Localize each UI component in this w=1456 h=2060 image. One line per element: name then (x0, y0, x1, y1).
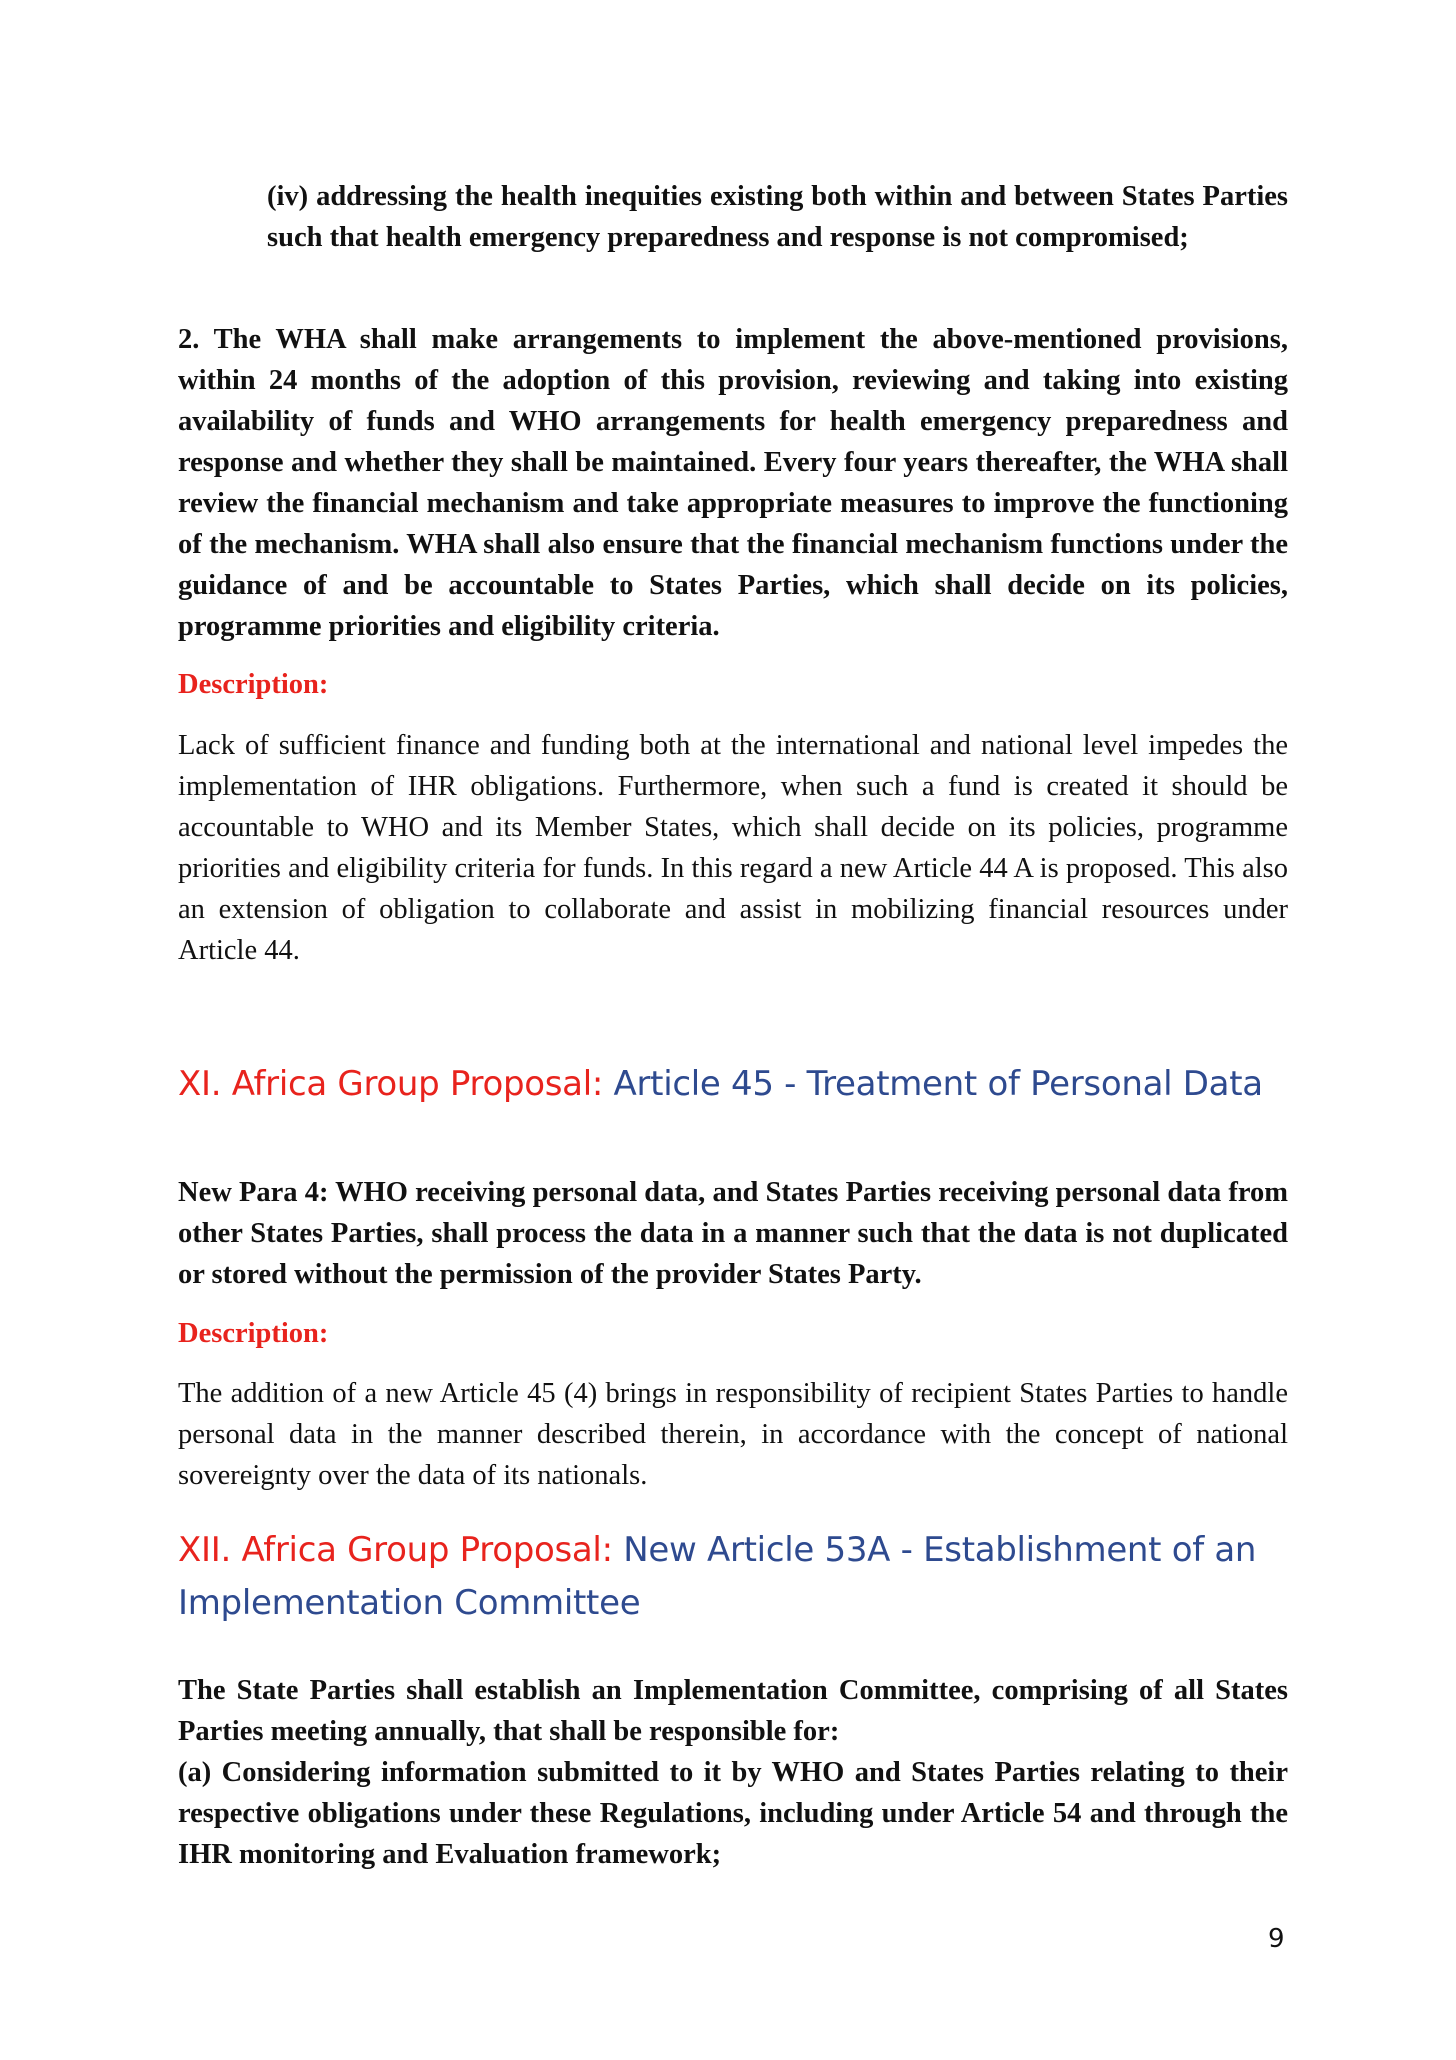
item-iv-paragraph: (iv) addressing the health inequities existing both within and between States Parties such that health emergency preparedness and response is not compromised; (267, 181, 1288, 253)
new-para-4: New Para 4: WHO receiving personal data, and States Parties receiving personal data from other States Parties, shall process the data in a manner such that the data is not duplicated or stored without the permission of the provider States Party. (178, 1177, 1288, 1290)
section-heading-xi-prefix: XI. Africa Group Proposal: (178, 1064, 604, 1104)
description-label-1: Description: (178, 669, 329, 700)
committee-item-a: (a) Considering information submitted to it by WHO and States Parties relating to their respective obligations under these Regulations, including under Article 54 and through the IHR monitoring and Evaluation framework; (178, 1757, 1288, 1870)
section-heading-xii (178, 1524, 1268, 1630)
description-text-2: The addition of a new Article 45 (4) brings in responsibility of recipient States Parties to handle personal data in the manner described therein, in accordance with the concept of national sovereignty over the data of its nationals. (178, 1378, 1288, 1491)
description-text-1: Lack of sufficient finance and funding both at the international and national level impedes the implementation of IHR obligations. Furthermore, when such a fund is created it should be accountable to WHO and its Member States, which shall decide on its policies, programme priorities and eligibility criteria for funds. In this regard a new Article 44 A is proposed. This also an extension of obligation to collaborate and assist in mobilizing financial resources under Article 44. (178, 730, 1288, 966)
section-heading-xi-title: Article 45 - Treatment of Personal Data (603, 1064, 1263, 1104)
committee-intro-paragraph: The State Parties shall establish an Implementation Committee, comprising of all States Parties meeting annually, that shall be responsible for: (178, 1675, 1288, 1747)
description-label-2: Description: (178, 1318, 329, 1349)
section-heading-xii-title: New Article 53A - Establishment of an Implementation Committee (178, 1530, 1257, 1623)
page-number: 9 (1268, 1924, 1285, 1954)
paragraph-2: 2. The WHA shall make arrangements to implement the above-mentioned provisions, within 24 months of the adoption of this provision, reviewing and taking into existing availability of funds and WHO arrangements for health emergency preparedness and response and whether they shall be maintained. Every four years thereafter, the WHA shall review the financial mechanism and take appropriate measures to improve the functioning of the mechanism. WHA shall also ensure that the financial mechanism functions under the guidance of and be accountable to States Parties, which shall decide on its policies, programme priorities and eligibility criteria. (178, 324, 1288, 642)
section-heading-xi (178, 1058, 1288, 1111)
section-heading-xii-prefix: XII. Africa Group Proposal: (178, 1530, 613, 1570)
